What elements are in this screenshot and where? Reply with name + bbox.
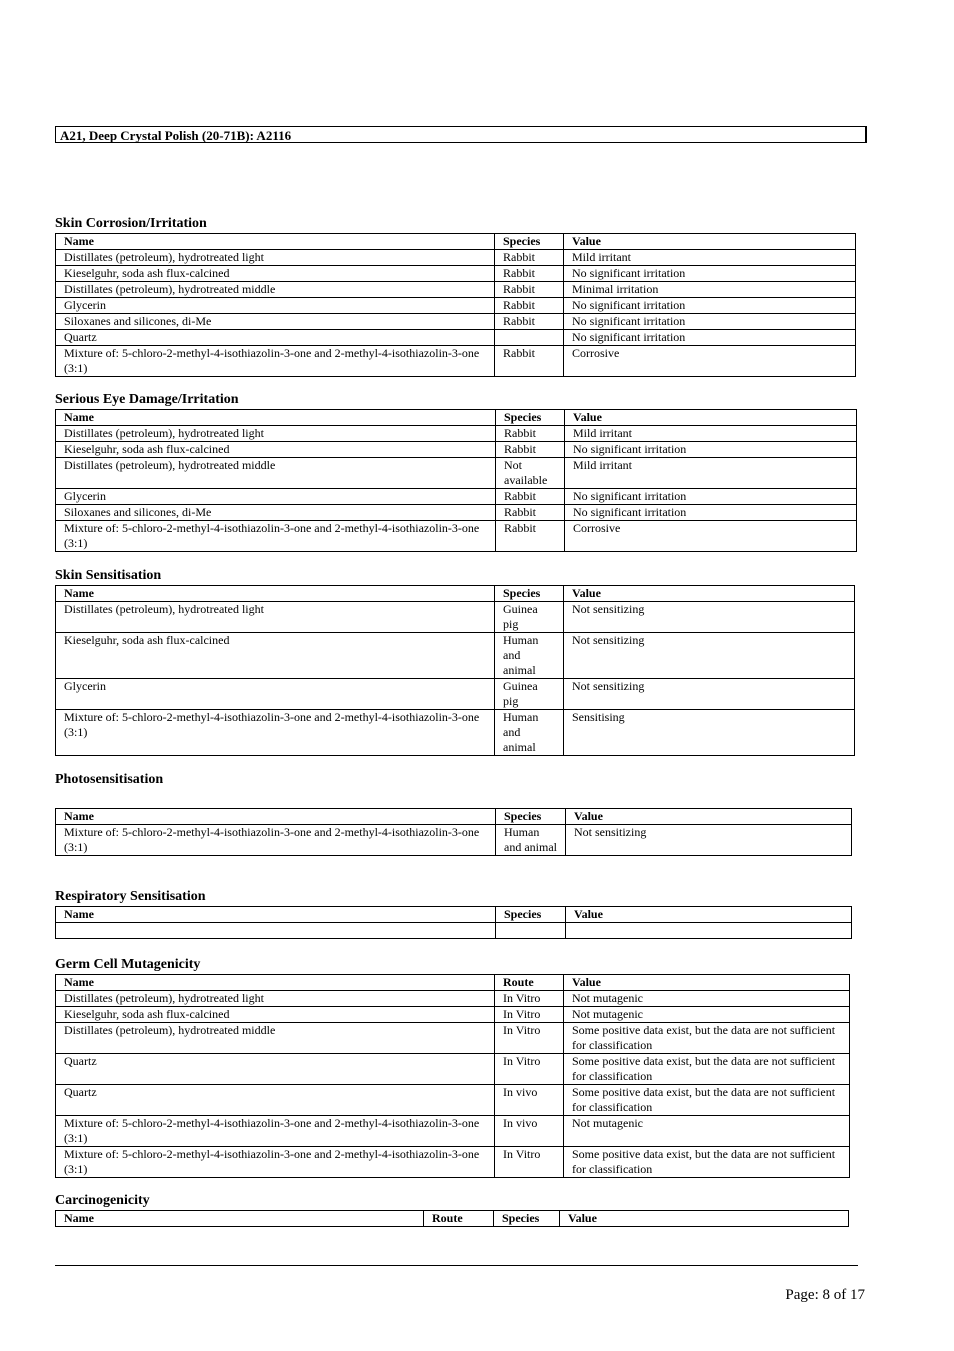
column-header: Species xyxy=(495,234,564,250)
table-row xyxy=(56,314,856,330)
table-cell xyxy=(56,923,496,939)
table-cell: In Vitro xyxy=(495,1023,564,1054)
table-row xyxy=(56,1054,850,1085)
table-row xyxy=(56,250,856,266)
table-row xyxy=(56,298,856,314)
table-cell: Mixture of: 5-chloro-2-methyl-4-isothiazolin-3-one and 2-methyl-4-isothiazolin-3-one (3:1) xyxy=(56,1147,495,1178)
column-header: Value xyxy=(565,410,857,426)
column-header: Value xyxy=(564,234,856,250)
table-cell: Mixture of: 5-chloro-2-methyl-4-isothiazolin-3-one and 2-methyl-4-isothiazolin-3-one (3:1) xyxy=(56,346,495,377)
column-header: Name xyxy=(56,975,495,991)
section-title-eye-damage: Serious Eye Damage/Irritation xyxy=(55,392,239,407)
table-cell: Kieselguhr, soda ash flux-calcined xyxy=(56,633,495,679)
table-cell: Some positive data exist, but the data are not sufficient for classification xyxy=(564,1085,850,1116)
table-row xyxy=(56,282,856,298)
table-cell xyxy=(566,923,852,939)
column-header: Value xyxy=(564,975,850,991)
table-cell: Distillates (petroleum), hydrotreated middle xyxy=(56,458,496,489)
table-row xyxy=(56,602,855,633)
column-header: Species xyxy=(496,809,566,825)
table-cell xyxy=(496,923,566,939)
table-row xyxy=(56,521,857,552)
table-cell: Guinea pig xyxy=(495,679,564,710)
table-header-row xyxy=(56,410,857,426)
table-row xyxy=(56,266,856,282)
table-row xyxy=(56,991,850,1007)
table-cell: Minimal irritation xyxy=(564,282,856,298)
page-number: Page: 8 of 17 xyxy=(785,1287,865,1303)
table-cell: Guinea pig xyxy=(495,602,564,633)
table-cell: In Vitro xyxy=(495,1054,564,1085)
column-header: Route xyxy=(495,975,564,991)
table-cell: Some positive data exist, but the data are not sufficient for classification xyxy=(564,1147,850,1178)
table-row xyxy=(56,489,857,505)
table-cell: Kieselguhr, soda ash flux-calcined xyxy=(56,1007,495,1023)
table-row xyxy=(56,710,855,756)
respiratory-sensitisation-table xyxy=(55,906,852,939)
table-cell: Rabbit xyxy=(496,521,565,552)
footer-divider xyxy=(55,1265,858,1266)
table-cell: Not sensitizing xyxy=(564,679,855,710)
product-header: A21, Deep Crystal Polish (20-71B): A2116 xyxy=(55,126,867,143)
table-cell: Siloxanes and silicones, di-Me xyxy=(56,505,496,521)
table-cell: Rabbit xyxy=(495,314,564,330)
table-cell: Rabbit xyxy=(495,346,564,377)
table-header-row xyxy=(56,975,850,991)
table-cell: Some positive data exist, but the data are not sufficient for classification xyxy=(564,1023,850,1054)
photosensitisation-table xyxy=(55,808,852,856)
table-cell: In Vitro xyxy=(495,1007,564,1023)
table-cell: Distillates (petroleum), hydrotreated light xyxy=(56,426,496,442)
table-cell: Rabbit xyxy=(495,298,564,314)
column-header: Name xyxy=(56,410,496,426)
table-cell: Distillates (petroleum), hydrotreated middle xyxy=(56,1023,495,1054)
table-cell xyxy=(495,330,564,346)
table-row xyxy=(56,825,852,856)
table-cell: Not available xyxy=(496,458,565,489)
table-cell: Human and animal xyxy=(495,633,564,679)
section-title-respiratory-sensitisation: Respiratory Sensitisation xyxy=(55,889,206,904)
table-cell: Mild irritant xyxy=(564,250,856,266)
table-cell: Quartz xyxy=(56,330,495,346)
table-cell: Glycerin xyxy=(56,298,495,314)
table-cell: Mixture of: 5-chloro-2-methyl-4-isothiazolin-3-one and 2-methyl-4-isothiazolin-3-one (3:1) xyxy=(56,825,496,856)
table-cell: No significant irritation xyxy=(565,442,857,458)
column-header: Species xyxy=(496,410,565,426)
germ-cell-table xyxy=(55,974,850,1178)
section-title-skin-corrosion: Skin Corrosion/Irritation xyxy=(55,216,207,231)
table-row xyxy=(56,1147,850,1178)
table-cell: Quartz xyxy=(56,1054,495,1085)
table-cell: Sensitising xyxy=(564,710,855,756)
table-row xyxy=(56,346,856,377)
table-header-row xyxy=(56,907,852,923)
table-cell: Rabbit xyxy=(496,426,565,442)
table-cell: Some positive data exist, but the data are not sufficient for classification xyxy=(564,1054,850,1085)
table-cell: In Vitro xyxy=(495,991,564,1007)
column-header: Route xyxy=(424,1211,494,1227)
table-cell: No significant irritation xyxy=(564,266,856,282)
skin-corrosion-table xyxy=(55,233,856,377)
table-row xyxy=(56,505,857,521)
table-row xyxy=(56,633,855,679)
table-cell: Kieselguhr, soda ash flux-calcined xyxy=(56,266,495,282)
table-cell: No significant irritation xyxy=(564,330,856,346)
table-cell: No significant irritation xyxy=(565,505,857,521)
table-cell: Rabbit xyxy=(496,489,565,505)
table-cell: Mixture of: 5-chloro-2-methyl-4-isothiazolin-3-one and 2-methyl-4-isothiazolin-3-one (3:1) xyxy=(56,710,495,756)
column-header: Name xyxy=(56,234,495,250)
column-header: Species xyxy=(495,586,564,602)
column-header: Value xyxy=(566,809,852,825)
table-cell: Distillates (petroleum), hydrotreated light xyxy=(56,250,495,266)
table-cell: Siloxanes and silicones, di-Me xyxy=(56,314,495,330)
table-header-row xyxy=(56,1211,849,1227)
table-cell: Mild irritant xyxy=(565,426,857,442)
table-cell: Rabbit xyxy=(495,282,564,298)
table-header-row xyxy=(56,809,852,825)
table-cell: In vivo xyxy=(495,1116,564,1147)
table-cell: Not sensitizing xyxy=(564,602,855,633)
column-header: Species xyxy=(496,907,566,923)
table-row xyxy=(56,1116,850,1147)
table-cell: Corrosive xyxy=(564,346,856,377)
table-cell: Mixture of: 5-chloro-2-methyl-4-isothiazolin-3-one and 2-methyl-4-isothiazolin-3-one (3:1) xyxy=(56,521,496,552)
table-row xyxy=(56,1007,850,1023)
table-cell: Rabbit xyxy=(495,250,564,266)
table-cell: No significant irritation xyxy=(565,489,857,505)
section-title-carcinogenicity: Carcinogenicity xyxy=(55,1193,150,1208)
table-cell: No significant irritation xyxy=(564,298,856,314)
table-cell: No significant irritation xyxy=(564,314,856,330)
table-cell: Not mutagenic xyxy=(564,1007,850,1023)
eye-damage-table xyxy=(55,409,857,552)
table-cell: Mild irritant xyxy=(565,458,857,489)
table-cell: In Vitro xyxy=(495,1147,564,1178)
table-cell: Distillates (petroleum), hydrotreated middle xyxy=(56,282,495,298)
table-cell: Mixture of: 5-chloro-2-methyl-4-isothiazolin-3-one and 2-methyl-4-isothiazolin-3-one (3:1) xyxy=(56,1116,495,1147)
table-row xyxy=(56,679,855,710)
column-header: Name xyxy=(56,586,495,602)
table-cell: Human and animal xyxy=(495,710,564,756)
table-row xyxy=(56,923,852,939)
column-header: Name xyxy=(56,907,496,923)
column-header: Value xyxy=(564,586,855,602)
skin-sensitisation-table xyxy=(55,585,855,756)
column-header: Value xyxy=(566,907,852,923)
table-cell: Not mutagenic xyxy=(564,1116,850,1147)
table-cell: Distillates (petroleum), hydrotreated light xyxy=(56,991,495,1007)
column-header: Species xyxy=(494,1211,560,1227)
column-header: Name xyxy=(56,1211,424,1227)
table-cell: Distillates (petroleum), hydrotreated light xyxy=(56,602,495,633)
table-cell: Rabbit xyxy=(496,442,565,458)
table-row xyxy=(56,330,856,346)
table-cell: Human and animal xyxy=(496,825,566,856)
section-title-skin-sensitisation: Skin Sensitisation xyxy=(55,568,162,583)
table-cell: Not sensitizing xyxy=(564,633,855,679)
table-header-row xyxy=(56,586,855,602)
table-cell: Quartz xyxy=(56,1085,495,1116)
table-cell: Rabbit xyxy=(496,505,565,521)
table-cell: Not mutagenic xyxy=(564,991,850,1007)
table-cell: Glycerin xyxy=(56,489,496,505)
carcinogenicity-table xyxy=(55,1210,849,1227)
column-header: Value xyxy=(560,1211,849,1227)
table-cell: In vivo xyxy=(495,1085,564,1116)
table-row xyxy=(56,1085,850,1116)
table-cell: Glycerin xyxy=(56,679,495,710)
table-cell: Kieselguhr, soda ash flux-calcined xyxy=(56,442,496,458)
table-cell: Not sensitizing xyxy=(566,825,852,856)
table-header-row xyxy=(56,234,856,250)
section-title-photosensitisation: Photosensitisation xyxy=(55,772,164,787)
table-row xyxy=(56,426,857,442)
table-cell: Rabbit xyxy=(495,266,564,282)
column-header: Name xyxy=(56,809,496,825)
table-row xyxy=(56,1023,850,1054)
table-cell: Corrosive xyxy=(565,521,857,552)
table-row xyxy=(56,458,857,489)
table-row xyxy=(56,442,857,458)
section-title-germ-cell: Germ Cell Mutagenicity xyxy=(55,957,201,972)
